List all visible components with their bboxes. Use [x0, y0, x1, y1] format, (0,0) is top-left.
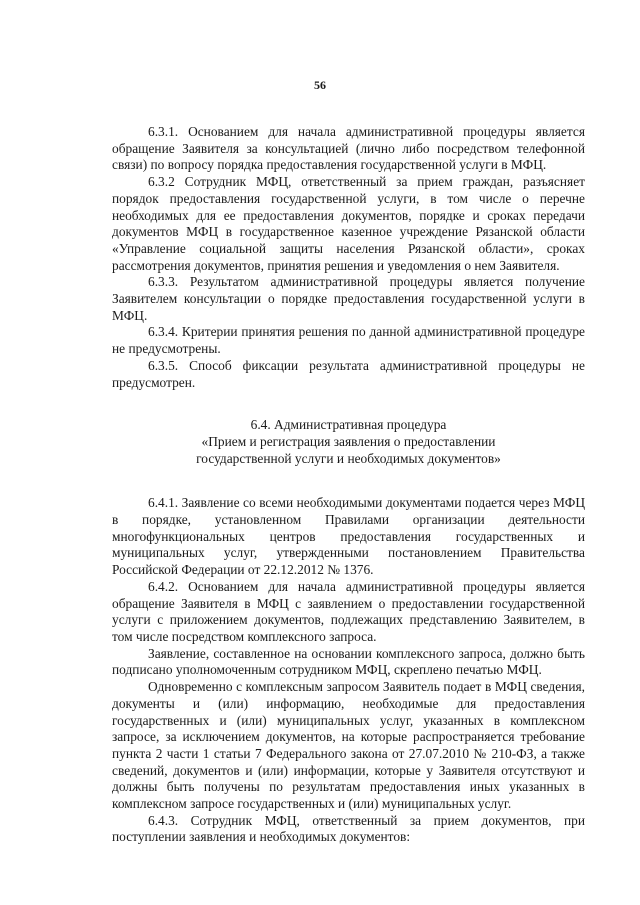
paragraph-complex-request-documents: Одновременно с комплексным запросом Заявитель подает в МФЦ сведения, документы и (или) информацию, необходимые для предоставления государственных и (или) муниципальных услуг, указанных в комплексном запросе, за исключением документов, на которые распространяется требование пункта 2 части 1 статьи 7 Федерального закона от 27.07.2010 № 210-ФЗ, а также сведений, документов и (или) информации, которые у Заявителя отсутствуют и должны быть получены по результатам предоставления иных указанных в комплексном запросе государственных и (или) муниципальных услуг.: [112, 679, 585, 812]
paragraph-6-3-4: 6.3.4. Критерии принятия решения по данной административной процедуре не предусмотрены.: [112, 324, 585, 357]
paragraph-6-3-1: 6.3.1. Основанием для начала административной процедуры является обращение Заявителя за консультацией (лично либо посредством телефонной связи) по вопросу порядка предоставления государственной услуги в МФЦ.: [112, 124, 585, 173]
paragraph-complex-request-signature: Заявление, составленное на основании комплексного запроса, должно быть подписано уполномоченным сотрудником МФЦ, скреплено печатью МФЦ.: [112, 645, 585, 678]
heading-line-3: государственной услуги и необходимых документов»: [196, 450, 501, 466]
section-heading-6-4: [112, 417, 585, 467]
paragraph-6-4-2: 6.4.2. Основанием для начала административной процедуры является обращение Заявителя в МФЦ с заявлением о предоставлении государственной услуги с приложением документов, подлежащих представлению Заявителем, в том числе посредством комплексного запроса.: [112, 578, 585, 644]
document-body: [112, 124, 585, 846]
paragraph-6-3-2: 6.3.2 Сотрудник МФЦ, ответственный за прием граждан, разъясняет порядок предоставления государственной услуги, в том числе о перечне необходимых для ее предоставления документов, порядке и сроках передачи документов МФЦ в государственное казенное учреждение Рязанской области «Управление социальной защиты населения Рязанской области», сроках рассмотрения документов, принятия решения и уведомления о нем Заявителя.: [112, 174, 585, 273]
page-number: 56: [314, 78, 326, 92]
heading-line-2: «Прием и регистрация заявления о предоставлении: [201, 433, 496, 449]
paragraph-6-4-3: 6.4.3. Сотрудник МФЦ, ответственный за прием документов, при поступлении заявления и необходимых документов:: [112, 812, 585, 845]
paragraph-6-3-5: 6.3.5. Способ фиксации результата административной процедуры не предусмотрен.: [112, 357, 585, 390]
heading-line-1: 6.4. Административная процедура: [250, 417, 447, 433]
paragraph-6-3-3: 6.3.3. Результатом административной процедуры является получение Заявителем консультации о порядке предоставления государственной услуги в МФЦ.: [112, 274, 585, 323]
paragraph-6-4-1: 6.4.1. Заявление со всеми необходимыми документами подается через МФЦ в порядке, установленном Правилами организации деятельности многофункциональных центров предоставления государственных и муниципальных услуг, утвержденными постановлением Правительства Российской Федерации от 22.12.2012 № 1376.: [112, 495, 585, 578]
